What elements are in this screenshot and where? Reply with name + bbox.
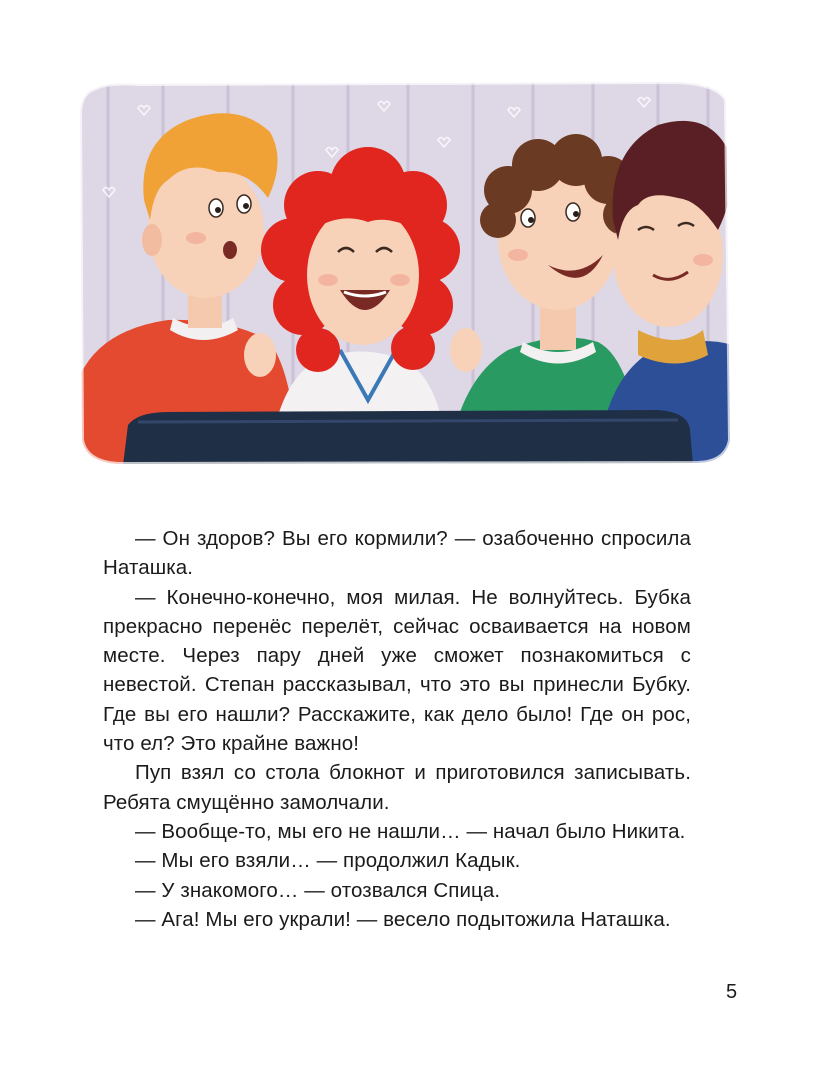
paragraph: — У знакомого… — отозвался Спица. bbox=[135, 878, 501, 902]
paragraph: — Вообще-то, мы его не нашли… — начал было Никита. bbox=[135, 819, 686, 843]
story-text bbox=[103, 524, 691, 934]
paragraph: — Он здоров? Вы его кормили? — озабоченно спросила Наташка. bbox=[103, 527, 691, 580]
paragraph: — Мы его взяли… — продолжил Кадык. bbox=[135, 849, 521, 873]
paragraph: Пуп взял со стола блокнот и приготовился записывать. Ребята смущённо замолчали. bbox=[103, 761, 691, 814]
paragraph: — Конечно-конечно, моя милая. Не волнуйтесь. Бубка прекрасно перенёс перелёт, сейчас осваивается на новом месте. Через пару дней уже сможет познакомиться с невестой. Степан рассказывал, что это вы принесли Бубку. Где вы его нашли? Расскажите, как дело было! Где он рос, что ел? Это крайне важно! bbox=[103, 585, 691, 756]
paragraph: — Ага! Мы его украли! — весело подытожила Наташка. bbox=[135, 907, 671, 931]
page-number: 5 bbox=[726, 981, 738, 1003]
children-group-illustration bbox=[78, 80, 733, 465]
